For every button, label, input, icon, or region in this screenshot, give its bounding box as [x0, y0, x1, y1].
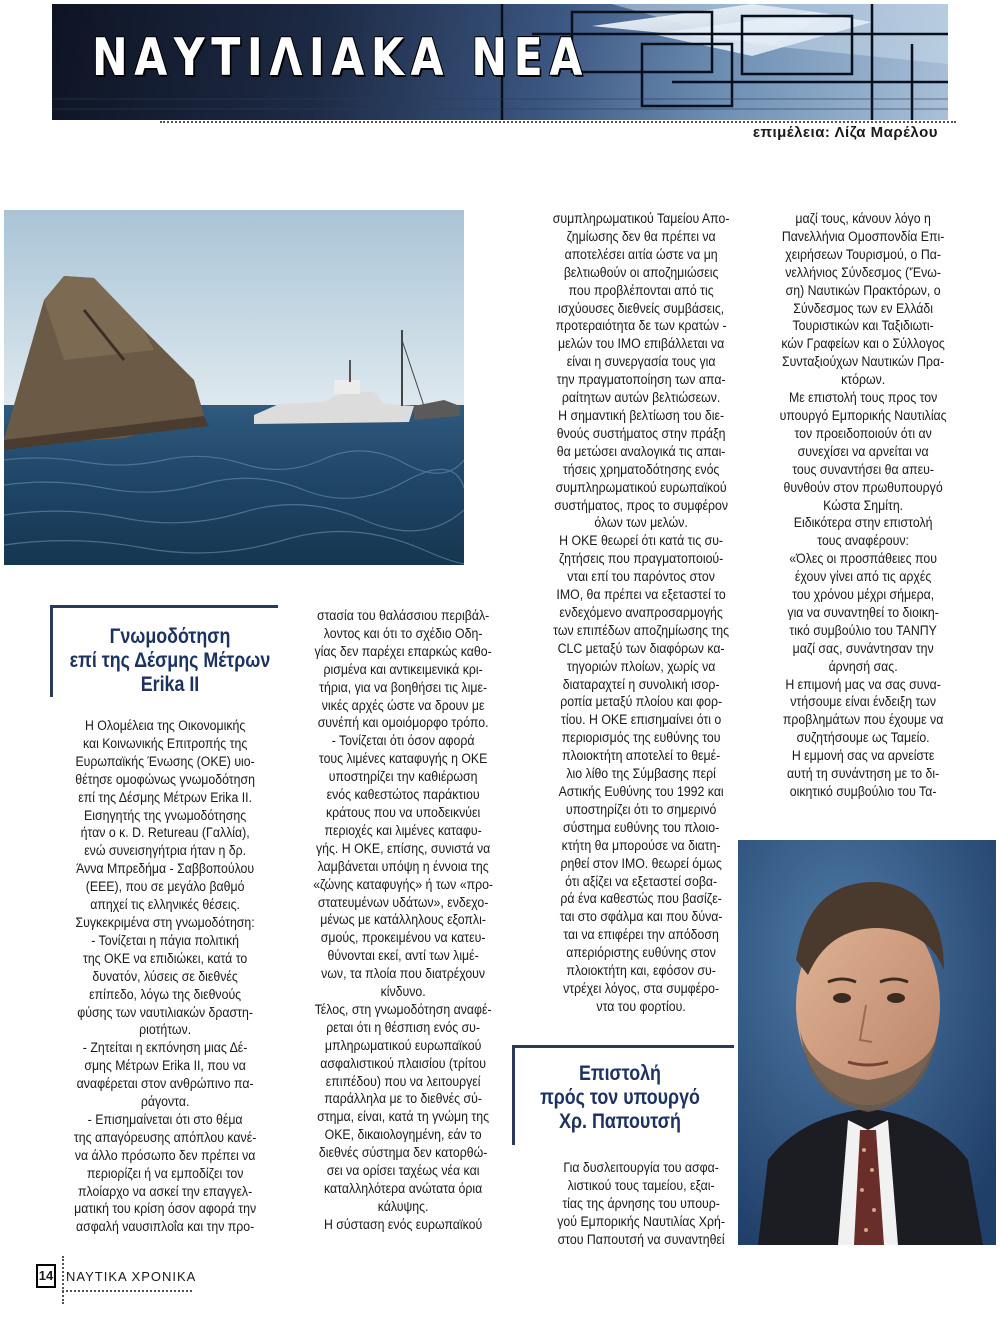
- text-line: ντα του φορτίου.: [596, 998, 686, 1014]
- text-line: Η σύσταση ενός ευρωπαϊκού: [323, 1216, 483, 1232]
- article2-title-line3: Χρ. Παπουτσή: [559, 1110, 681, 1133]
- text-line: την πραγματοποίηση των απα-: [556, 372, 726, 388]
- text-line: ζητήσεις που πραγματοποιού-: [558, 551, 724, 567]
- text-line: ρισμένα και αντικειμενικά κρι-: [323, 661, 483, 677]
- text-line: κών Γραφείων και ο Σύλλογος: [781, 336, 945, 352]
- text-line: Συνταξιούχων Ναυτικών Πρα-: [782, 354, 945, 370]
- text-line: πλοίαρχο να ασκεί την επαγγελ-: [78, 1183, 253, 1199]
- text-line: ενδεχόμενο αναπροσαρμογής: [559, 604, 723, 620]
- text-line: τηγοριών πλοίων, χωρίς να: [566, 658, 716, 674]
- text-line: κτόρων.: [841, 372, 886, 388]
- text-line: αποτελέσει αιτία ώστε να μη: [564, 246, 718, 262]
- text-line: ισχύουσες διεθνείς συμβάσεις,: [558, 300, 725, 316]
- text-line: στου Παπουτσή να συναντηθεί: [557, 1231, 725, 1247]
- text-line: Τέλος, στη γνωμοδότηση αναφέ-: [314, 1001, 492, 1017]
- text-line: CLC μεταξύ των διαφόρων κα-: [557, 640, 725, 656]
- text-line: θέτησε ομοφώνως γνωμοδότηση: [75, 771, 255, 787]
- text-line: φύσης των ναυτιλιακών δραστη-: [77, 1004, 253, 1020]
- text-line: ασφαλιστικού πλαισίου (τρίτου: [320, 1055, 486, 1071]
- text-line: ασφαλή ναυσιπλοΐα και την προ-: [75, 1219, 255, 1235]
- text-line: απεριόριστης ευθύνης στον: [566, 945, 716, 961]
- footer-dotted-rule: [62, 1256, 64, 1304]
- text-line: τήσεις χρηματοδότησης ενός: [562, 461, 720, 477]
- text-line: προτεραιότητα δε των κρατών -: [555, 318, 727, 334]
- text-line: συστήματος, προς το συμφέρον: [554, 497, 729, 513]
- text-line: του χρόνου μέχρι σήμερα,: [792, 587, 935, 603]
- text-line: ση) Ναυτικών Πρακτόρων, ο: [785, 282, 941, 298]
- text-line: Με επιστολή τους προς τον: [788, 390, 938, 406]
- editor-credit: [753, 124, 938, 141]
- text-line: νικές αρχές ώστε να δρουν με: [321, 697, 485, 713]
- text-line: αναφέρεται στον ανθρώπινο πα-: [76, 1076, 254, 1092]
- text-line: Τουριστικών και Ταξιδιωτι-: [792, 318, 934, 334]
- editor-name: Λίζα Μαρέλου: [834, 124, 938, 141]
- text-line: δυνατόν, λύσεις σε διεθνές: [92, 968, 238, 984]
- text-line: Συγκεκριμένα στη γνωμοδότηση:: [75, 914, 255, 930]
- text-line: για να συναντηθεί το διοικη-: [787, 604, 939, 620]
- text-line: Αστικής Ευθύνης του 1992 και: [558, 784, 724, 799]
- text-line: Άννα Μπρεδήμα - Σαββοπούλου: [76, 861, 255, 877]
- text-line: τους αναφέρουν:: [817, 533, 909, 549]
- text-line: Σύνδεσμος των εν Ελλάδι: [793, 300, 934, 316]
- footer-dotted-baseline: [62, 1290, 192, 1292]
- text-line: ΙΜΟ, θα πρέπει να εξεταστεί το: [556, 587, 726, 603]
- header-dotted-rule: [160, 121, 956, 123]
- text-line: που προβλέπονται από τις: [568, 282, 714, 298]
- text-line: ριοτήτων.: [139, 1022, 192, 1038]
- text-line: σμούς, προκειμένου να κατευ-: [320, 930, 486, 946]
- text-line: πλοιοκτήτη αποτελεί το θεμέ-: [562, 748, 721, 764]
- text-line: τους συναντήσει θα απευ-: [792, 461, 934, 477]
- text-line: όλων των μελών.: [594, 515, 688, 531]
- text-line: ται να επιφέρει την απόδοση: [563, 927, 719, 943]
- text-line: στημα, είναι, κατά τη γνώμη της: [317, 1109, 490, 1125]
- article2-column-start: [516, 1159, 766, 1249]
- text-line: Εισηγητής της γνωμοδότησης: [84, 807, 247, 823]
- article2-title-line2: πρός τον υπουργό: [540, 1086, 700, 1109]
- text-line: μαζί τους, κάνουν λόγο η: [795, 211, 931, 226]
- text-line: μελών του ΙΜΟ επιβάλλεται να: [558, 336, 725, 352]
- text-line: της απαγόρευσης απόπλου κανέ-: [73, 1129, 257, 1145]
- text-line: ότι αξίζει να εξεταστεί σοβα-: [565, 873, 718, 889]
- text-line: ζημίωσης δεν θα πρέπει να: [566, 228, 716, 244]
- article1-title-line3: Erika II: [140, 673, 200, 696]
- text-line: σύστημα ευθύνης του πλοιο-: [563, 819, 720, 835]
- text-line: διαταραχτεί η συνολική ισορ-: [562, 676, 720, 692]
- text-line: είναι η συνεργασία τους για: [566, 354, 716, 370]
- text-line: προβλημάτων που έχουμε να: [782, 712, 944, 728]
- magazine-name: ΝΑΥΤΙΚΑ ΧΡΟΝΙΚΑ: [66, 1269, 197, 1284]
- text-line: λιστικού τους ταμείου, εξαι-: [567, 1177, 715, 1193]
- text-line: ρεται ότι η θέσπιση ενός συ-: [326, 1019, 481, 1035]
- text-line: επιπέδου) που να λειτουργεί: [325, 1073, 481, 1089]
- text-line: θα μετώσει αναλογικά τις απαι-: [556, 443, 726, 459]
- text-line: επίπεδο, λόγω της διεθνούς: [89, 986, 242, 1002]
- text-line: τίας της άρνησης του υπουρ-: [562, 1195, 720, 1211]
- text-line: περιοχές και λιμένες καταφυ-: [324, 822, 482, 838]
- text-line: Η ΟΚΕ θεωρεί ότι κατά τις συ-: [559, 533, 724, 549]
- article1-title-line2: επί της Δέσμης Μέτρων: [69, 649, 271, 672]
- text-line: πλοιοκτήτη και, εφόσον συ-: [566, 963, 716, 979]
- text-line: Η επιμονή μας να σας συνα-: [785, 676, 941, 692]
- text-line: (ΕΕΕ), που σε μεγάλο βαθμό: [85, 879, 245, 895]
- text-line: θνούς συστήματος στην πράξη: [556, 425, 726, 441]
- text-line: «Όλες οι προσπάθειες που: [789, 551, 937, 567]
- text-line: λιο λίθο της Σύμβασης περί: [566, 766, 716, 782]
- text-line: οικητικό συμβούλιο του Τα-: [789, 784, 937, 799]
- article1-column3: [516, 210, 766, 1016]
- text-line: άρνησή σας.: [828, 658, 898, 674]
- text-line: ντήσουμε είναι ένδειξη των: [790, 694, 937, 710]
- page-number: 14: [36, 1264, 56, 1288]
- ship-wreck-photo: [4, 210, 464, 565]
- text-line: των επιπέδων αποζημίωσης της: [553, 622, 730, 638]
- text-line: υπουργό Εμπορικής Ναυτιλίας: [779, 407, 947, 423]
- text-line: «ζώνης καταφυγής» ή των «προ-: [313, 876, 494, 892]
- text-line: μαζί σας, συνάντησαν την: [792, 640, 934, 656]
- text-line: διεθνές σύστημα δεν κατορθώ-: [318, 1145, 488, 1161]
- text-line: παράλληλα με το διεθνές σύ-: [324, 1091, 482, 1107]
- text-line: Η Ολομέλεια της Οικονομικής: [84, 718, 246, 733]
- text-line: γής. Η ΟΚΕ, επίσης, συνιστά να: [315, 840, 491, 856]
- text-line: ματική του κρίση όσον αφορά την: [74, 1201, 257, 1217]
- text-line: στατευμένων υδάτων», ενδεχο-: [317, 894, 489, 910]
- text-line: γίας δεν παρέχει επαρκώς καθο-: [314, 643, 492, 659]
- text-line: ήταν ο κ. D. Retureau (Γαλλία),: [80, 825, 250, 841]
- article2-column-continued: [738, 210, 988, 801]
- text-line: να άλλο πρόσωπο δεν πρέπει να: [74, 1147, 256, 1163]
- text-line: Ευρωπαϊκής Ένωσης (ΟΚΕ) υιο-: [75, 753, 255, 769]
- text-line: ενώ συνεισηγήτρια ήταν η δρ.: [84, 843, 247, 859]
- text-line: Πανελλήνια Ομοσπονδία Επι-: [781, 228, 945, 244]
- text-line: κτήτη θα μπορούσε να διατη-: [561, 837, 721, 853]
- text-line: περιορίζει ή να εμποδίζει τον: [86, 1165, 244, 1181]
- text-line: βελτιωθούν οι αποζημιώσεις: [563, 264, 719, 280]
- text-line: χειρήσεων Τουρισμού, ο Πα-: [785, 246, 941, 262]
- article1-title-line1: Γνωμοδότηση: [109, 625, 231, 648]
- article2-title-line1: Επιστολή: [579, 1062, 661, 1085]
- text-line: συζητήσουμε ως Ταμείο.: [796, 730, 930, 746]
- text-line: της ΟΚΕ να επιδιώκει, κατά το: [82, 950, 248, 966]
- text-line: ντρέχει λόγος, στα συμφέρο-: [563, 980, 720, 996]
- text-line: ται στο σφάλμα και που δύνα-: [559, 909, 723, 925]
- text-line: τίου. Η ΟΚΕ επισημαίνει ότι ο: [560, 712, 722, 728]
- text-line: Ειδικότερα στην επιστολή: [793, 515, 933, 531]
- text-line: καταλληλότερα ανώτατα όρια: [324, 1181, 483, 1196]
- text-line: και Κοινωνικής Επιτροπής της: [82, 735, 248, 751]
- text-line: θύνονται εκεί, αντί των λιμέ-: [327, 948, 479, 964]
- text-line: περιορισμός της ευθύνης του: [561, 730, 721, 746]
- article1-title: [68, 625, 272, 697]
- text-line: Για δυσλειτουργία του ασφα-: [563, 1160, 719, 1175]
- text-line: - Τονίζεται ότι όσον αφορά: [331, 733, 475, 749]
- text-line: γού Εμπορικής Ναυτιλίας Χρή-: [557, 1213, 725, 1229]
- text-line: υποστηρίζει ότι το σημερινό: [565, 801, 717, 817]
- minister-portrait-photo: [738, 840, 996, 1245]
- text-line: ρά ένα καθεστώς που βασίζε-: [560, 891, 722, 907]
- text-line: νων, τα πλοία που διατρέχουν: [321, 966, 486, 982]
- text-line: συνεχίσει να αρνείται να: [797, 443, 929, 459]
- text-line: Η εμμονή σας να αρνείστε: [791, 748, 935, 764]
- text-line: λοντος και ότι το σχέδιο Οδη-: [323, 625, 483, 641]
- text-line: συνέπή και ομοιόμορφο τρόπο.: [317, 715, 489, 731]
- text-line: απηχεί τις ελληνικές θέσεις.: [90, 897, 240, 913]
- text-line: - Επισημαίνεται ότι στο θέμα: [87, 1111, 243, 1127]
- article2-title: [518, 1062, 722, 1134]
- section-title: ΝΑΥΤΙΛΙΑΚΑ ΝΕΑ: [92, 28, 589, 88]
- article1-column1: [40, 717, 290, 1236]
- text-line: ΟΚΕ, δικαιολογημένη, εάν το: [324, 1127, 482, 1143]
- text-line: νελλήνιος Σύνδεσμος ('Ένω-: [785, 264, 941, 280]
- text-line: αυτή τη συνάντηση με το δι-: [787, 766, 940, 782]
- text-line: μένως με κατάλληλους εξοπλι-: [320, 912, 486, 928]
- text-line: ρηθεί στον ΙΜΟ. θεωρεί όμως: [560, 855, 722, 871]
- masthead-banner: [52, 4, 948, 120]
- text-line: τον προειδοποιούν ότι αν: [794, 425, 932, 441]
- editor-label: επιμέλεια:: [752, 124, 831, 141]
- text-line: Κώστα Σημίτη.: [823, 497, 904, 513]
- text-line: ραίτητων αυτών βελτιώσεων.: [561, 390, 721, 406]
- text-line: - Ζητείται η εκπόνηση μιας Δέ-: [82, 1040, 248, 1056]
- text-line: επί της Δέσμης Μέτρων Erika II.: [78, 789, 253, 805]
- text-line: ράγοντα.: [140, 1094, 190, 1110]
- text-line: τους λιμένες καταφυγής η ΟΚΕ: [318, 751, 488, 767]
- text-line: θυνθούν στον πρωθυπουργό: [783, 479, 943, 495]
- text-line: κάλυψης.: [377, 1198, 429, 1214]
- text-line: κίνδυνο.: [380, 984, 426, 1000]
- text-line: λαμβάνεται υπόψη η έννοια της: [317, 858, 489, 874]
- text-line: τήρια, για να βοηθήσει τις λιμε-: [319, 679, 488, 695]
- text-line: συμπληρωματικού ευρωπαϊκού: [555, 479, 727, 495]
- text-line: στασία του θαλάσσιου περιβάλ-: [316, 608, 490, 623]
- text-line: τικό συμβούλιο του ΤΑΝΠΥ: [789, 622, 937, 638]
- article1-column2: [278, 607, 528, 1234]
- text-line: μπληρωματικού ευρωπαϊκού: [324, 1037, 482, 1053]
- text-line: σει να ορίσει ταχέως νέα και: [326, 1163, 480, 1179]
- text-line: ενός καθεστώτος παράκτιου: [326, 787, 480, 803]
- text-line: έχουν γίνει από τις αρχές: [794, 569, 932, 585]
- text-line: σμης Μέτρων Erika II, που να: [84, 1058, 246, 1074]
- text-line: υποστηρίζει την καθιέρωση: [328, 769, 478, 785]
- text-line: κράτους που να υποδεικνύει: [325, 804, 481, 820]
- text-line: συμπληρωματικού Ταμείου Απο-: [552, 211, 730, 226]
- text-line: νται επί του παρόντος στον: [567, 569, 715, 585]
- text-line: - Τονίζεται η πάγια πολιτική: [91, 932, 239, 948]
- text-line: ροπία μεταξύ πλοίου και φορ-: [560, 694, 723, 710]
- text-line: Η σημαντική βελτίωση του διε-: [558, 407, 725, 423]
